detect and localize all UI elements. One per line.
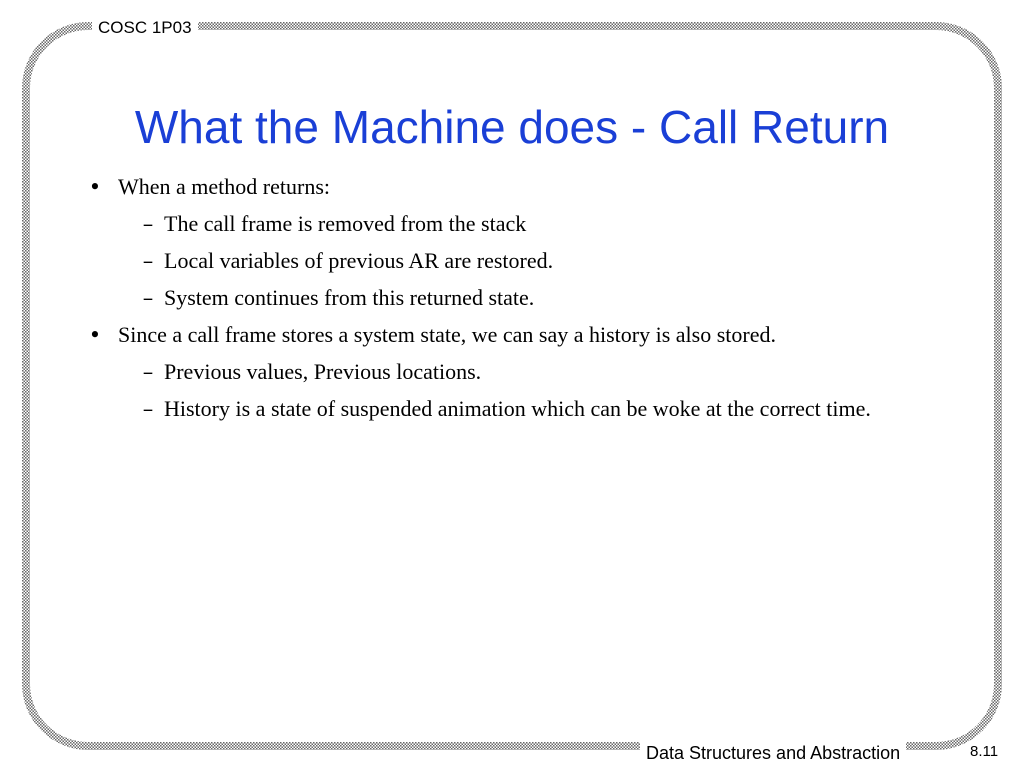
sub-bullet-text: Local variables of previous AR are restored. [164,248,554,273]
sub-bullet-item [84,284,944,312]
course-code: COSC 1P03 [92,18,198,38]
page-number: 8.11 [970,743,999,760]
sub-bullet-item [84,395,944,423]
sub-bullet-item [84,247,944,275]
sub-bullet-item [84,358,944,386]
bullet-dot-icon: • [88,175,102,199]
dash-icon: – [142,397,154,421]
sub-bullet-text: System continues from this returned state. [164,285,535,310]
dash-icon: – [142,249,154,273]
slide-content [84,173,944,432]
dash-icon: – [142,360,154,384]
dash-icon: – [142,212,154,236]
sub-bullet-text: Previous values, Previous locations. [164,359,482,384]
bullet-dot-icon: • [88,323,102,347]
sub-bullet-item [84,210,944,238]
sub-bullet-text: The call frame is removed from the stack [164,211,527,236]
bullet-item [84,173,944,201]
slide-title: What the Machine does - Call Return [134,101,890,153]
bullet-item [84,321,944,349]
bullet-text: When a method returns: [118,174,330,199]
footer-title: Data Structures and Abstraction [640,742,906,764]
dash-icon: – [142,286,154,310]
sub-bullet-text: History is a state of suspended animation which can be woke at the correct time. [164,396,871,421]
bullet-text: Since a call frame stores a system state, we can say a history is also stored. [118,322,776,347]
